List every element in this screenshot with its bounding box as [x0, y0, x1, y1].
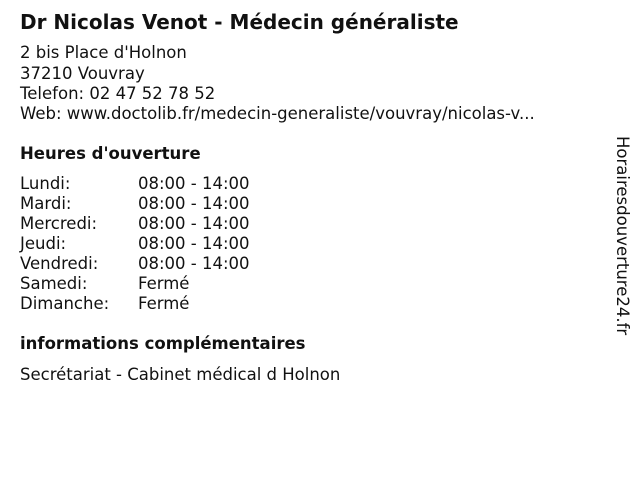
website-line: Web: www.doctolib.fr/medecin-generaliste/vouvray/nicolas-v...	[20, 104, 535, 123]
hours-day: Samedi:	[20, 274, 88, 293]
hours-row-wednesday	[20, 214, 340, 234]
hours-time: 08:00 - 14:00	[138, 174, 250, 193]
hours-row-saturday	[20, 274, 340, 294]
hours-row-monday	[20, 174, 340, 194]
additional-info-text: Secrétariat - Cabinet médical d Holnon	[20, 365, 341, 384]
address-street: 2 bis Place d'Holnon	[20, 43, 187, 62]
hours-day: Mercredi:	[20, 214, 98, 233]
page-title: Dr Nicolas Venot - Médecin généraliste	[20, 10, 459, 34]
site-watermark: Horairesdouverture24.fr	[613, 136, 632, 336]
hours-day: Jeudi:	[20, 234, 67, 253]
address-city: 37210 Vouvray	[20, 64, 145, 83]
hours-time: 08:00 - 14:00	[138, 254, 250, 273]
hours-day: Vendredi:	[20, 254, 99, 273]
hours-row-friday	[20, 254, 340, 274]
additional-info-heading: informations complémentaires	[20, 334, 306, 353]
hours-row-thursday	[20, 234, 340, 254]
hours-row-tuesday	[20, 194, 340, 214]
hours-row-sunday	[20, 294, 340, 314]
hours-day: Dimanche:	[20, 294, 110, 313]
hours-day: Mardi:	[20, 194, 72, 213]
hours-time: 08:00 - 14:00	[138, 194, 250, 213]
opening-hours-list	[20, 174, 340, 314]
opening-hours-heading: Heures d'ouverture	[20, 144, 201, 163]
hours-day: Lundi:	[20, 174, 71, 193]
hours-time: 08:00 - 14:00	[138, 214, 250, 233]
phone-line: Telefon: 02 47 52 78 52	[20, 84, 216, 103]
hours-time: Fermé	[138, 274, 190, 293]
hours-time: Fermé	[138, 294, 190, 313]
hours-time: 08:00 - 14:00	[138, 234, 250, 253]
